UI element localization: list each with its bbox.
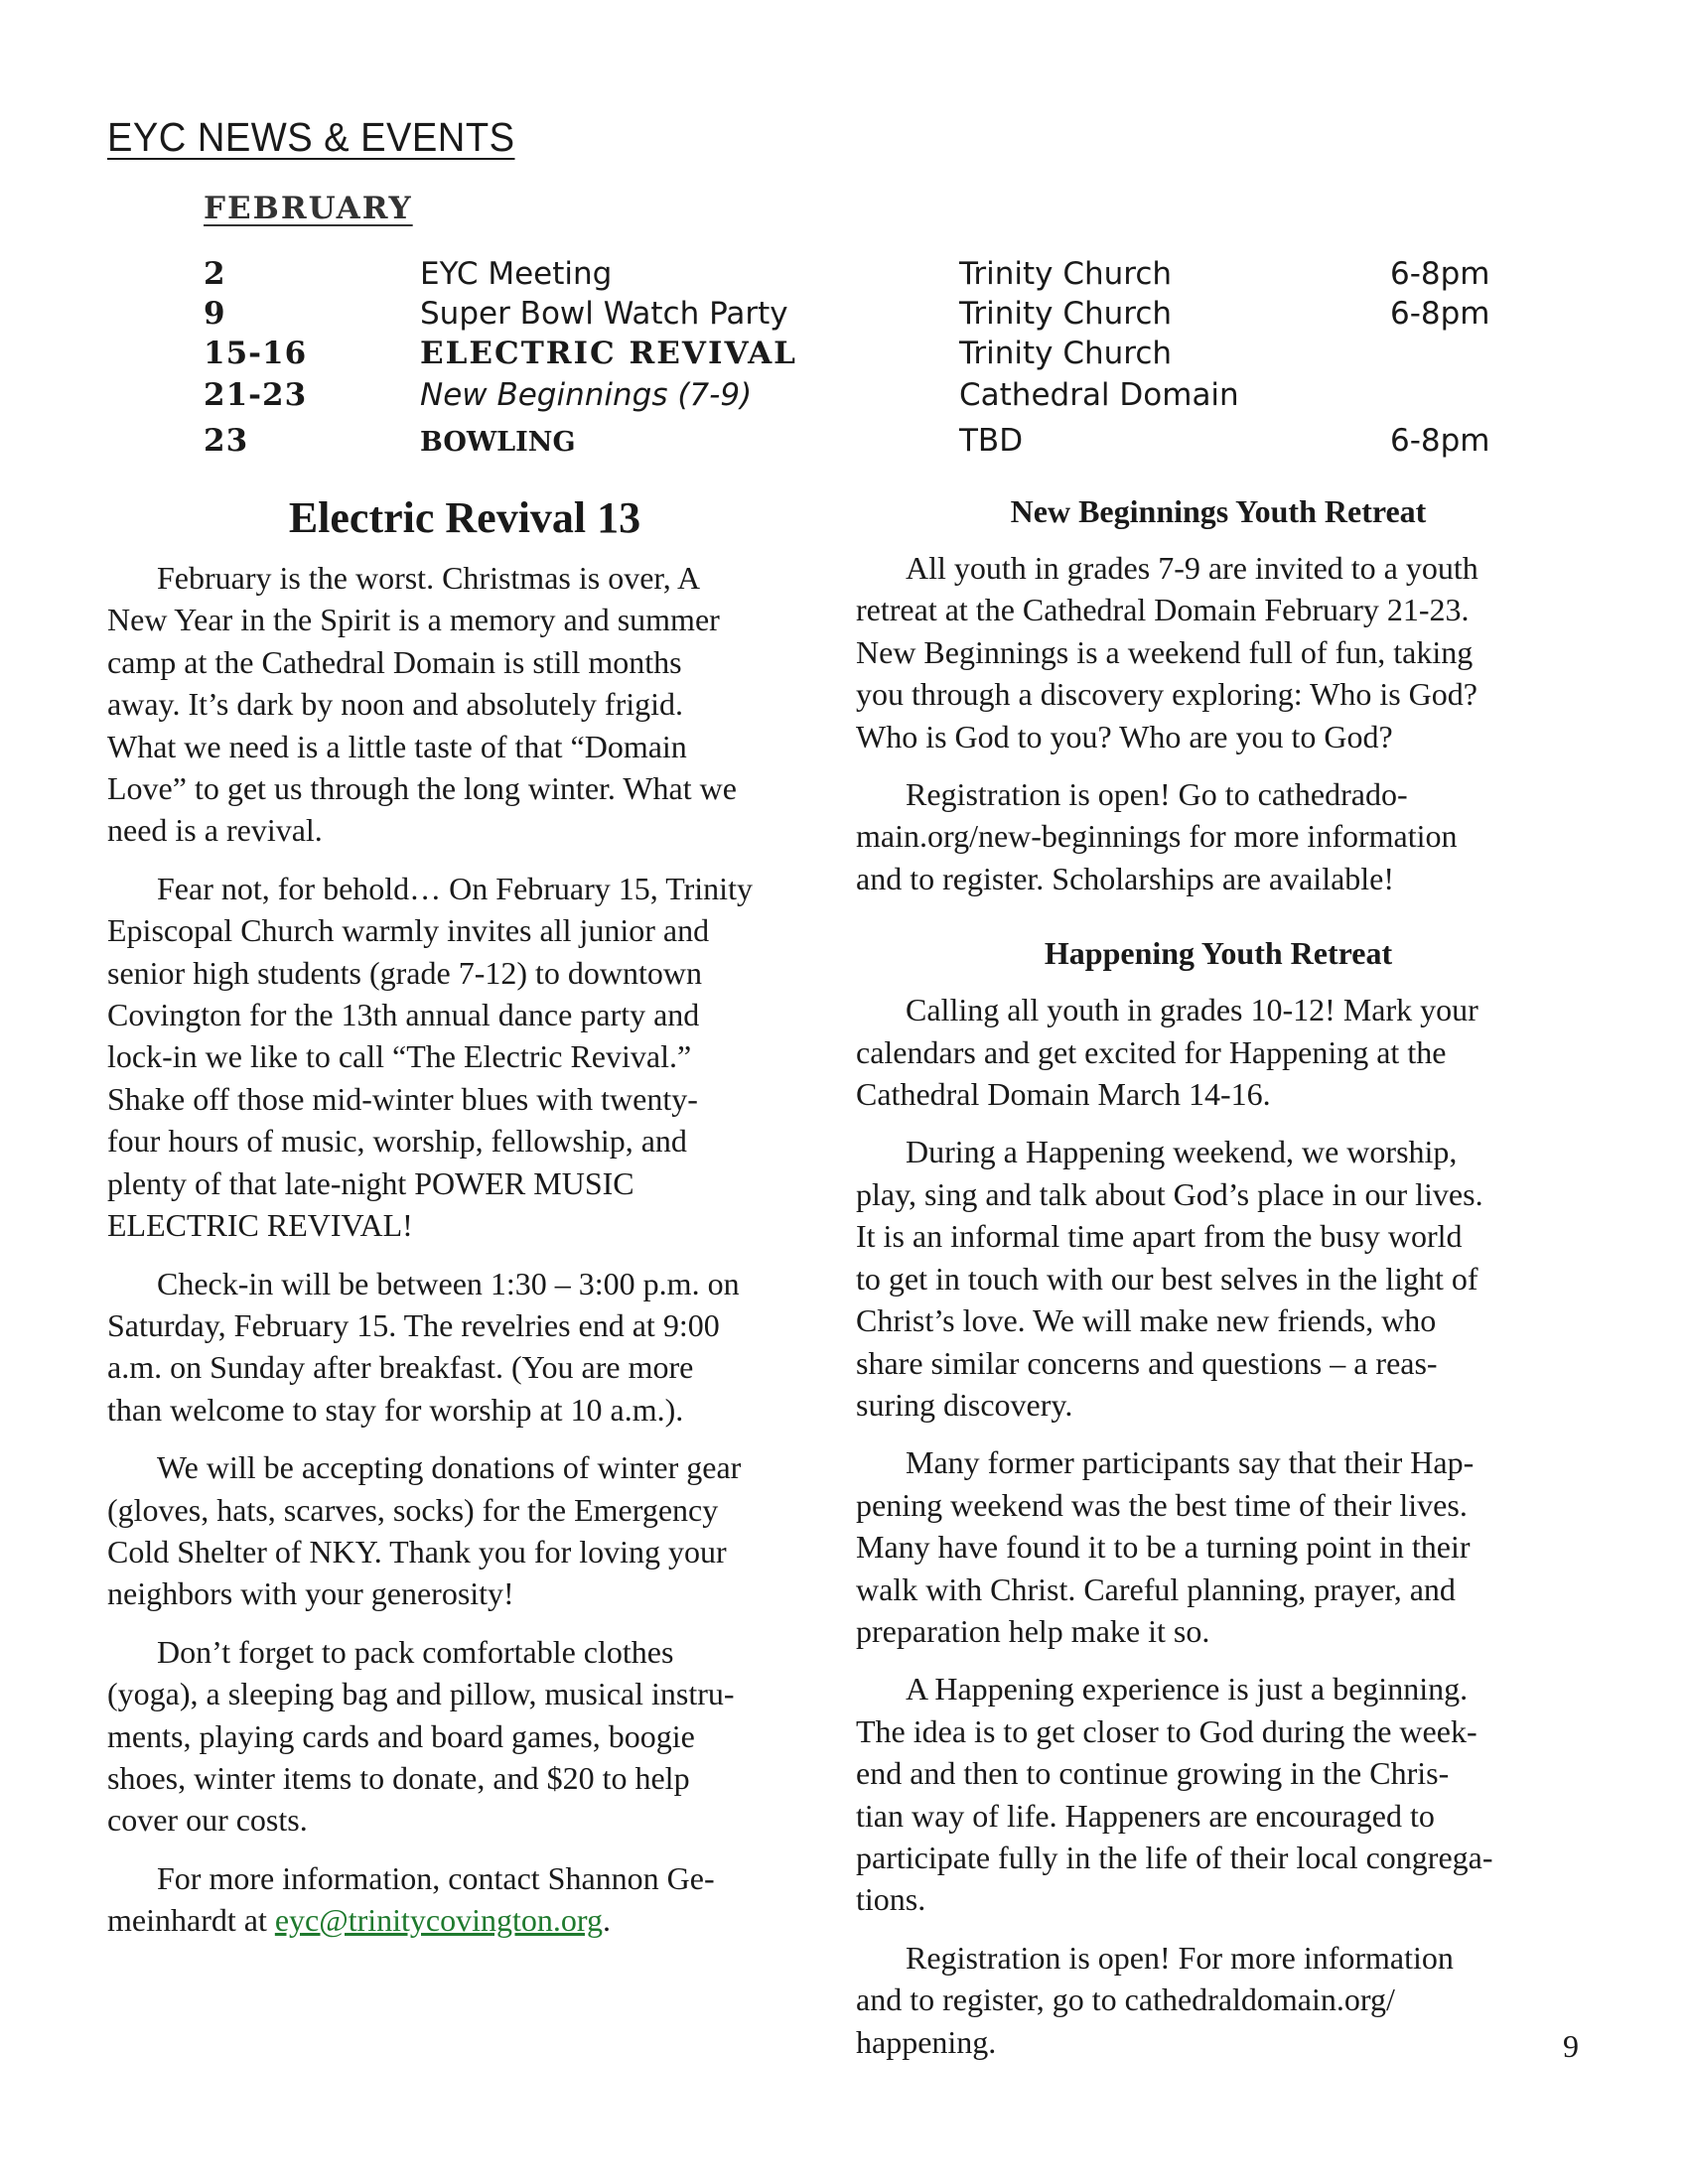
text-line: walk with Christ. Careful planning, prayer, and	[856, 1570, 1456, 1607]
text-line: ELECTRIC REVIVAL!	[107, 1207, 413, 1244]
text-line: Love” to get us through the long winter. What we	[107, 770, 737, 807]
event-location: Trinity Church	[959, 256, 1173, 292]
article-heading-electric-revival: Electric Revival 13	[288, 493, 641, 542]
event-time: 6-8pm	[1390, 256, 1490, 292]
event-location: Cathedral Domain	[959, 377, 1239, 413]
event-time: 6-8pm	[1390, 423, 1490, 459]
contact-suffix: .	[602, 1902, 611, 1939]
event-date: 15-16	[204, 336, 308, 371]
text-line: (yoga), a sleeping bag and pillow, musical instru-	[107, 1676, 735, 1712]
text-line: During a Happening weekend, we worship,	[906, 1134, 1458, 1170]
text-line: New Beginnings is a weekend full of fun, taking	[856, 633, 1474, 670]
text-line: need is a revival.	[107, 812, 323, 849]
text-line: away. It’s dark by noon and absolutely frigid.	[107, 686, 684, 723]
text-line: pening weekend was the best time of their lives.	[856, 1486, 1468, 1523]
section-paragraph	[856, 1441, 1581, 1652]
text-line: end and then to continue growing in the Chris-	[856, 1755, 1450, 1792]
event-name: Super Bowl Watch Party	[420, 296, 788, 332]
text-line: Covington for the 13th annual dance party and	[107, 997, 700, 1033]
text-line: Saturday, February 15. The revelries end at 9:00	[107, 1306, 720, 1343]
text-line: than welcome to stay for worship at 10 a.m.).	[107, 1391, 684, 1428]
event-time: 6-8pm	[1390, 296, 1490, 332]
text-line: (gloves, hats, scarves, socks) for the Emergency	[107, 1491, 719, 1528]
right-column	[856, 491, 1581, 2079]
text-line: New Year in the Spirit is a memory and summer	[107, 602, 720, 638]
article-paragraph	[107, 1446, 832, 1615]
text-line: Cathedral Domain March 14-16.	[856, 1076, 1271, 1113]
text-line: four hours of music, worship, fellowship, and	[107, 1123, 687, 1160]
contact-email-link[interactable]: eyc@trinitycovington.org	[274, 1902, 603, 1939]
text-line: share similar concerns and questions – a reas-	[856, 1344, 1438, 1381]
section-paragraph	[856, 773, 1581, 899]
section-heading: Happening Youth Retreat	[1044, 935, 1393, 972]
text-line: All youth in grades 7-9 are invited to a youth	[906, 550, 1478, 586]
article-body-electric-revival	[107, 557, 832, 1842]
text-line: happening.	[856, 2023, 997, 2060]
article-paragraph	[107, 1263, 832, 1432]
text-line: plenty of that late-night POWER MUSIC	[107, 1164, 634, 1201]
page-title: EYC NEWS & EVENTS	[107, 114, 515, 160]
contact-prefix: meinhardt at	[107, 1902, 275, 1939]
contact-paragraph	[107, 1857, 832, 1942]
text-line: Registration is open! For more information	[906, 1939, 1454, 1976]
text-line: We will be accepting donations of winter gear	[157, 1449, 742, 1486]
text-line: Many have found it to be a turning point in their	[856, 1529, 1471, 1566]
month-heading: FEBRUARY	[204, 191, 413, 226]
event-row	[204, 256, 1494, 296]
text-line: Don’t forget to pack comfortable clothes	[157, 1633, 674, 1670]
text-line: February is the worst. Christmas is over, A	[157, 560, 701, 596]
text-line: camp at the Cathedral Domain is still months	[107, 643, 682, 680]
event-row	[204, 377, 1494, 423]
event-name: BOWLING	[420, 427, 576, 458]
text-line: neighbors with your generosity!	[107, 1575, 514, 1612]
contact-line	[107, 1899, 832, 1941]
text-line: participate fully in the life of their local congrega-	[856, 1839, 1493, 1875]
text-line: a.m. on Sunday after breakfast. (You are more	[107, 1349, 694, 1386]
text-line: Fear not, for behold… On February 15, Trinity	[157, 870, 753, 906]
article-paragraph	[107, 868, 832, 1247]
event-date: 23	[204, 423, 249, 459]
event-location: Trinity Church	[959, 336, 1173, 371]
event-row	[204, 336, 1494, 377]
event-date: 2	[204, 256, 226, 292]
text-line: calendars and get excited for Happening at the	[856, 1033, 1447, 1070]
event-row	[204, 296, 1494, 336]
page-number: 9	[1563, 2028, 1579, 2064]
text-line: shoes, winter items to donate, and $20 to help	[107, 1759, 690, 1796]
text-line: It is an informal time apart from the busy world	[856, 1218, 1463, 1255]
text-line: and to register. Scholarships are available!	[856, 860, 1395, 896]
article-paragraph	[107, 1631, 832, 1842]
text-line: preparation help make it so.	[856, 1612, 1210, 1649]
text-line: tions.	[856, 1881, 926, 1918]
text-line: lock-in we like to call “The Electric Revival.”	[107, 1038, 692, 1075]
text-line: Episcopal Church warmly invites all junior and	[107, 912, 710, 949]
event-name: ELECTRIC REVIVAL	[420, 336, 797, 371]
event-date: 9	[204, 296, 226, 332]
left-column	[107, 491, 832, 1958]
text-line: play, sing and talk about God’s place in our lives.	[856, 1175, 1483, 1212]
text-line: Check-in will be between 1:30 – 3:00 p.m. on	[157, 1265, 740, 1301]
event-row	[204, 423, 1494, 463]
text-line: senior high students (grade 7-12) to downtown	[107, 954, 703, 991]
text-line: cover our costs.	[107, 1802, 308, 1839]
text-line: to get in touch with our best selves in the light of	[856, 1260, 1478, 1297]
section-paragraph	[856, 1937, 1581, 2063]
section-heading: New Beginnings Youth Retreat	[1010, 493, 1427, 529]
section-paragraph	[856, 1668, 1581, 1920]
text-line: Christ’s love. We will make new friends, who	[856, 1302, 1437, 1339]
text-line: ments, playing cards and board games, boogie	[107, 1717, 695, 1754]
text-line: Who is God to you? Who are you to God?	[856, 718, 1393, 754]
section-paragraph	[856, 989, 1581, 1115]
text-line: A Happening experience is just a beginning.	[906, 1671, 1469, 1707]
text-line: and to register, go to cathedraldomain.org/	[856, 1981, 1395, 2018]
section-paragraph	[856, 1131, 1581, 1426]
event-name: EYC Meeting	[420, 256, 613, 292]
event-date: 21-23	[204, 377, 308, 413]
contact-line: For more information, contact Shannon Ge-	[157, 1859, 715, 1896]
text-line: suring discovery.	[856, 1386, 1073, 1423]
text-line: main.org/new-beginnings for more information	[856, 818, 1458, 855]
event-name: New Beginnings (7-9)	[420, 377, 753, 413]
text-line: Registration is open! Go to cathedrado-	[906, 776, 1408, 813]
article-paragraph	[107, 557, 832, 852]
text-line: Shake off those mid-winter blues with twenty-	[107, 1080, 698, 1117]
text-line: The idea is to get closer to God during the week-	[856, 1712, 1477, 1749]
text-line: Calling all youth in grades 10-12! Mark your	[906, 992, 1478, 1028]
events-schedule	[204, 256, 1494, 463]
event-location: Trinity Church	[959, 296, 1173, 332]
section-paragraph	[856, 547, 1581, 757]
text-line: Cold Shelter of NKY. Thank you for loving your	[107, 1533, 727, 1570]
text-line: What we need is a little taste of that “Domain	[107, 728, 687, 764]
event-location: TBD	[959, 423, 1024, 459]
text-line: Many former participants say that their Hap-	[906, 1444, 1475, 1481]
text-line: retreat at the Cathedral Domain February 21-23.	[856, 592, 1470, 628]
text-line: tian way of life. Happeners are encouraged to	[856, 1797, 1435, 1834]
text-line: you through a discovery exploring: Who is God?	[856, 676, 1477, 713]
